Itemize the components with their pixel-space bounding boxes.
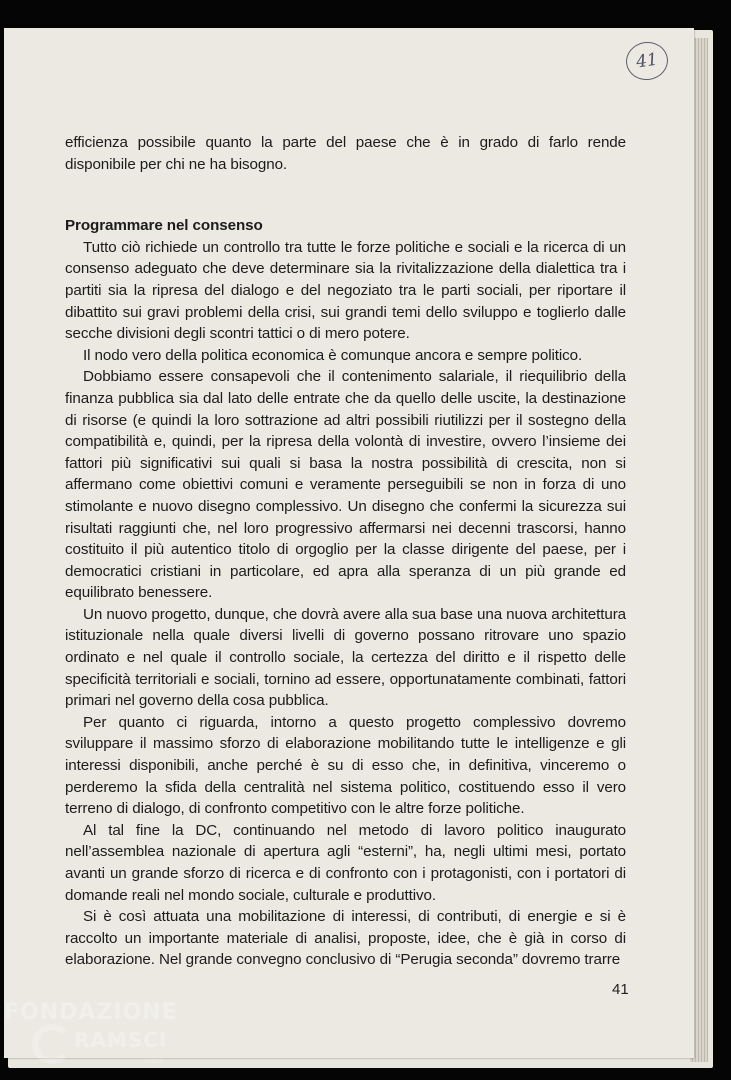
body-paragraph: Un nuovo progetto, dunque, che dovrà avere alla sua base una nuova architettura istituzionale nella quale diversi livelli di governo possano ritrovare uno spazio ordinato e nel quale il controllo sociale, la certezza del diritto e il rispetto delle specificità territoriali e sociali, tornino ad essere, opportunatamente combinati, fattori primari nel governo della cosa pubblica. [65,605,626,710]
watermark-logo [4,1000,204,1080]
body-paragraph: Il nodo vero della politica economica è comunque ancora e sempre politico. [83,346,583,364]
watermark-sub: onlus [144,1056,164,1065]
body-paragraph: Dobbiamo essere consapevoli che il contenimento salariale, il riequilibrio della finanza pubblica sia dal lato delle entrate che da quello delle uscite, la destinazione di risorse (e quindi la loro sottrazione ad altri possibili riutilizzi per il sostegno della compatibilità e, quindi, per la ripresa della volontà di investire, ovvero l’insieme dei fattori più significativi sui quali si basa la nostra possibilità di crescita, non si affermano come obiettivi comuni e veramente perseguibili se non in forza di uno stimolante e nuovo disegno complessivo. Un disegno che confermi la sicurezza sui risultati raggiunti che, nel loro progressivo affermarsi nei decenni trascorsi, hanno costituito il più autentico titolo di orgoglio per la classe dirigente del paese, per i democratici cristiani in particolare, ed apra alla speranza di un più grande ed equilibrato benessere. [65,368,626,602]
section-heading: Programmare nel consenso [65,217,263,235]
body-paragraph: Tutto ciò richiede un controllo tra tutte le forze politiche e sociali e la ricerca di un consenso adeguato che deve determinare sia la rivitalizzazione della dialettica tra i partiti sia la ripresa del dialogo e del negoziato tra le parti sociali, per riportare il dibattito sui gravi problemi della crisi, sui grandi temi dello sviluppo e toglierlo dalle secche divisioni degli scontri tattici o di mero potere. [65,238,626,343]
archive-page-annotation: 41 [624,39,671,82]
watermark-line1: FONDAZIONE [4,1000,178,1025]
body-paragraph: Per quanto ci riguarda, intorno a questo progetto complessivo dovremo sviluppare il massimo sforzo di elaborazione mobilitando tutte le intelligenze e gli interessi disponibili, anche perché è su di esso che, in definitiva, vinceremo o perderemo la sfida della centralità nel sistema politico, costituendo esso il vero terreno di dialogo, di confronto competitivo con le altre forze politiche. [65,713,626,818]
watermark-line2: RAMSCI [74,1028,168,1052]
document-body [65,132,626,971]
body-paragraph: Al tal fine la DC, continuando nel metodo di lavoro politico inaugurato nell’assemblea nazionale di apertura agli “esterni”, ha, negli ultimi mesi, portato avanti un grande sforzo di ricerca e di confronto con i protagonisti, con i portatori di domande reali nel mondo sociale, culturale e produttivo. [65,821,626,904]
page-number: 41 [612,981,629,998]
watermark-g-icon [32,1024,72,1064]
body-paragraph: Si è così attuata una mobilitazione di interessi, di contributi, di energie e si è raccolto un importante materiale di analisi, proposte, idee, che è già in corso di elaborazione. Nel grande convegno conclusivo di “Perugia seconda” dovremo trarre [65,908,626,969]
intro-paragraph: efficienza possibile quanto la parte del paese che è in grado di farlo rende disponibile per chi ne ha bisogno. [65,134,626,173]
